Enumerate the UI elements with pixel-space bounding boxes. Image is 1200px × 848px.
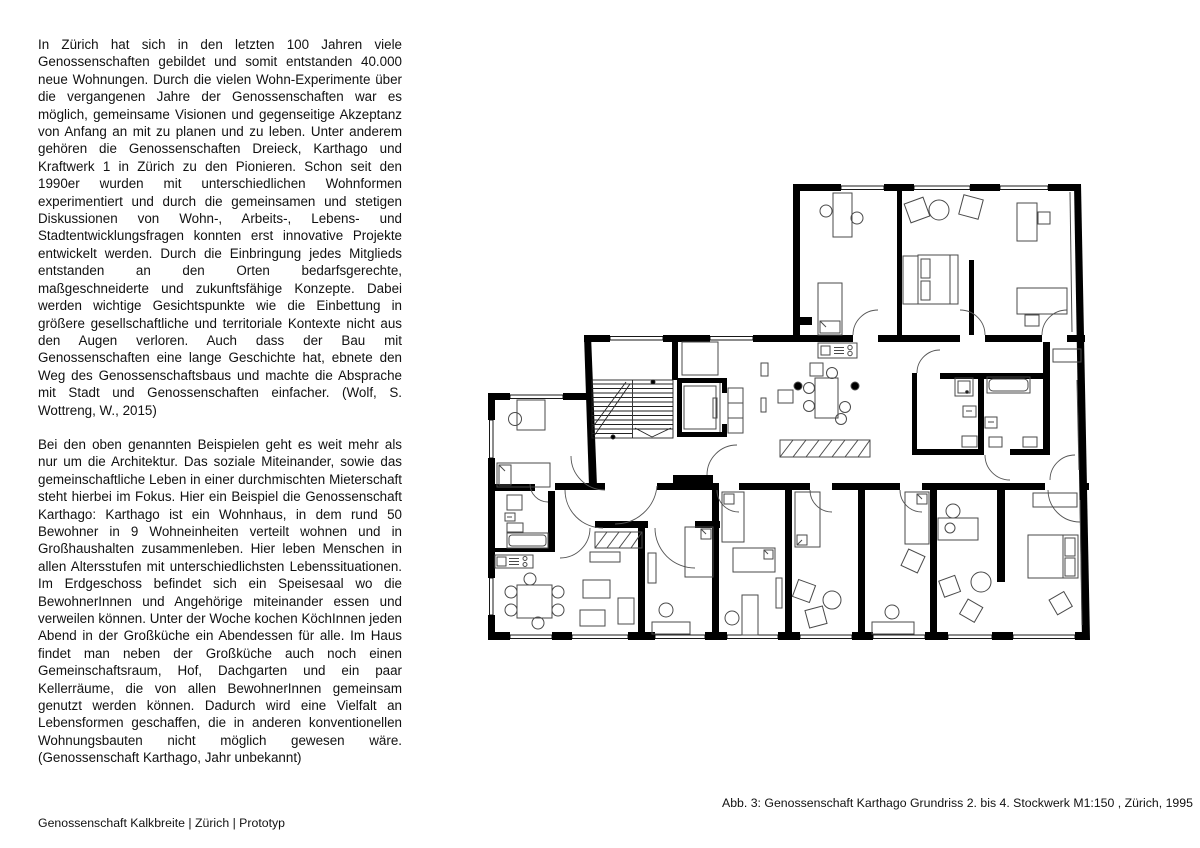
walls — [488, 184, 1090, 640]
figure-caption: Abb. 3: Genossenschaft Karthago Grundriss 2. bis 4. Stockwerk M1:150 , Zürich, 1995 — [722, 796, 1193, 810]
elevator-icon — [682, 342, 720, 432]
floor-plan-figure — [480, 170, 1100, 650]
page-footer: Genossenschaft Kalkbreite | Zürich | Prototyp — [38, 816, 285, 830]
paragraph-karthago: Bei den oben genannten Beispielen geht es weit mehr als nur um die Architektur. Das soziale Miteinander, sowie das gemeinschaftliche Leben in einer durchmischten Mieterschaft steht hierbei im Fokus. Hier ein Beispiel die Genossenschaft Karthago: Karthago ist ein Wohnhaus, in dem rund 50 Bewohner in 9 Wohneinheiten verteilt wohnen und in Großhaushalten zusammenleben. Hier leben Menschen in allen Altersstufen mit unterschiedlichsten Lebenssituationen. Im Erdgeschoss befindet sich ein Speisesaal wo die BewohnerInnen und Angehörige miteinander essen und verweilen können. Unter der Woche kochen KöchInnen jeden Abend in der Großküche ein Abendessen für alle. Im Haus findet man neben der Großküche auch noch einen Gemeinschaftsraum, Hof, Dachgarten und ein paar Kellerräume, die von allen BewohnerInnen gemeinsam genutzt werden können. Dadurch wird eine Vielfalt an Lebensformen geschaffen, die in anderen konventionellen Wohnungsbauten nicht möglich gewesen wäre. (Genossenschaft Karthago, Jahr unbekannt) — [38, 436, 402, 766]
paragraph-genossenschaften-zuerich: In Zürich hat sich in den letzten 100 Jahren viele Genossenschaften gebildet und somit entstanden 40.000 neue Wohnungen. Durch die vielen Wohn-Experimente über die vergangenen Jahre der Genossenschaften war es möglich, gemeinsame Visionen und gegenseitige Akzeptanz von Anfang an mit zu planen und zu leben. Unter anderem gehören die Genossenschaften Dreieck, Karthago und Kraftwerk 1 in Zürich zu den Pionieren. Schon seit den 1990er wurden mit unterschiedlichen Wohnformen experimentiert und durch die gemeinsamen und stetigen Diskussionen von Wohn-, Arbeits-, Lebens- und Stadtentwicklungsfragen konnten erst innovative Projekte entwickelt werden. Durch die Einbringung jedes Mitglieds entstanden an den Orten bedarfsgerechte, maßgeschneiderte und zukunftsfähige Konzepte. Dabei werden wichtige Gesichtspunkte wie die Einbettung in größere gesellschaftliche und territoriale Kontexte nicht aus den Augen verloren. Auch dass der Bau mit Genossenschaften eine lange Geschichte hat, ebnete den Weg des Genossenschaftsbaus und machte die Absprache mit Stadt und Genossenschaften einfacher. (Wolf, S. Wottreng, W., 2015) — [38, 37, 402, 418]
floor-plan — [480, 170, 1100, 650]
staircase-icon — [592, 380, 673, 439]
body-text-column — [38, 36, 402, 784]
